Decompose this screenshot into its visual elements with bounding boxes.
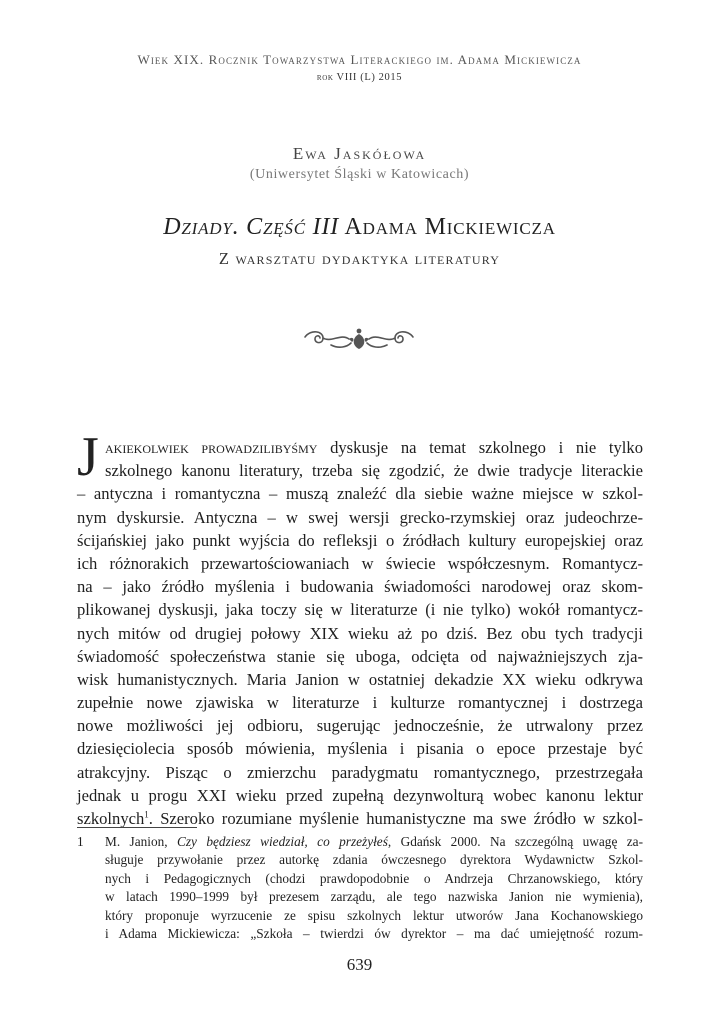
text-before-ref: szkolnych [77,809,145,828]
running-head-volume: rok VIII (L) 2015 [316,72,403,83]
footnote-line: który proponuje wyrzucenie ze spisu szkolnych lektur utworów Jana Kochanowskiego [105,907,643,923]
footnote-line: sługuje przywołanie przez autorkę zdania ówczesnego dyrektora Wydawnictw Szkol- [105,852,643,868]
body-line: nym dyskursie. Antyczna – w swej wersji grecko-rzymskiej oraz judeochrze- [77,507,643,527]
article-subtitle: Z warsztatu dydaktyka literatury [218,249,501,268]
body-line: świadomość społeczeństwa stanie się uboga, odcięta od najważniejszych zja- [77,646,643,666]
footnote-first-rest: , Gdańsk 2000. Na szczególną uwagę za- [387,834,643,849]
footnote-reference[interactable]: 1 [144,809,149,820]
footnote-author: M. Janion, [105,834,178,849]
article-title [0,214,719,241]
page-number: 639 [346,955,373,974]
footnote-line: i Adama Mickiewicza: „Szkoła – twierdzi ów dyrektor – ma dać umiejętność rozum- [105,925,643,941]
footnote-first-line [77,833,643,851]
opening-rest: dyskusje na temat szkolnego i nie tylko [317,438,643,457]
footnote-book-title: Czy będziesz wiedział, co przeżyłeś [177,834,388,849]
drop-cap: J [77,426,99,488]
running-head-journal: Wiek XIX. Rocznik Towarzystwa Literackiego im. Adama Mickiewicza [137,52,582,67]
body-line: ścijańskiej jako punkt wyjścia do refleksji o źródłach kultury europejskiej oraz [77,530,643,550]
body-line: dziesięciolecia sposób mówienia, myślenia i pisania o epoce przestaje być [77,739,643,759]
body-line: nych mitów od drugiej połowy XIX wieku aż po dziś. Bez obu tych tradycji [77,623,643,643]
body-line: zupełnie nowe zjawiska w literaturze i kulturze romantycznej i dostrzega [77,693,643,713]
footnote-line: w latach 1990–1999 był prezesem zarządu, ale tego nazwiska Janion nie wymienia), [105,889,643,905]
body-paragraph [77,436,643,830]
article-title-italic: Dziady. Część III [163,214,340,240]
footnote-line: nych i Pedagogicznych (chodzi prawdopodobnie o Andrzeja Chrzanowskiego, który [105,870,643,886]
article-author: Ewa Jaskółowa [292,144,427,163]
body-first-line [77,436,643,459]
opening-smallcaps: akiekolwiek prowadzilibyśmy [105,438,318,457]
body-line: szkolnego kanonu literatury, trzeba się zgodzić, że dwie tradycje literackie [105,461,643,481]
body-line: plikowanej dyskusji, jaka toczy się w literaturze (i nie tylko) wokół romantycz- [77,600,643,620]
footnote-block [77,833,643,943]
body-line: jednak u progu XXI wieku przed zupełną dezynwolturą wobec kanonu lektur [77,785,643,805]
body-line: wisk humanistycznych. Maria Janion w ostatniej dekadzie XX wieku odkrywa [77,669,643,689]
body-line: atrakcyjny. Pisząc o zmierzchu paradygmatu romantycznego, przestrzegała [77,762,643,782]
body-line: – antyczna i romantyczna – muszą znaleźć dla siebie ważne miejsce w szkol- [77,484,643,504]
body-line: ich różnorakich przewartościowaniach w świecie współczesnym. Romantycz- [77,553,643,573]
text-after-ref: . Szeroko rozumiane myślenie humanistyczne ma swe źródło w szkol- [148,809,643,828]
footnote-number: 1 [77,834,84,849]
article-title-rest: Adama Mickiewicza [339,214,556,240]
fleuron-ornament-icon [301,323,417,353]
body-line: nowe możliwości jej odbioru, sugerując jednocześnie, że utrwalony przez [77,716,643,736]
body-line: na – jako źródło myślenia i budowania świadomości narodowej oraz skom- [77,577,643,597]
author-affiliation: (Uniwersytet Śląski w Katowicach) [249,167,470,182]
footnote-divider [77,827,197,828]
